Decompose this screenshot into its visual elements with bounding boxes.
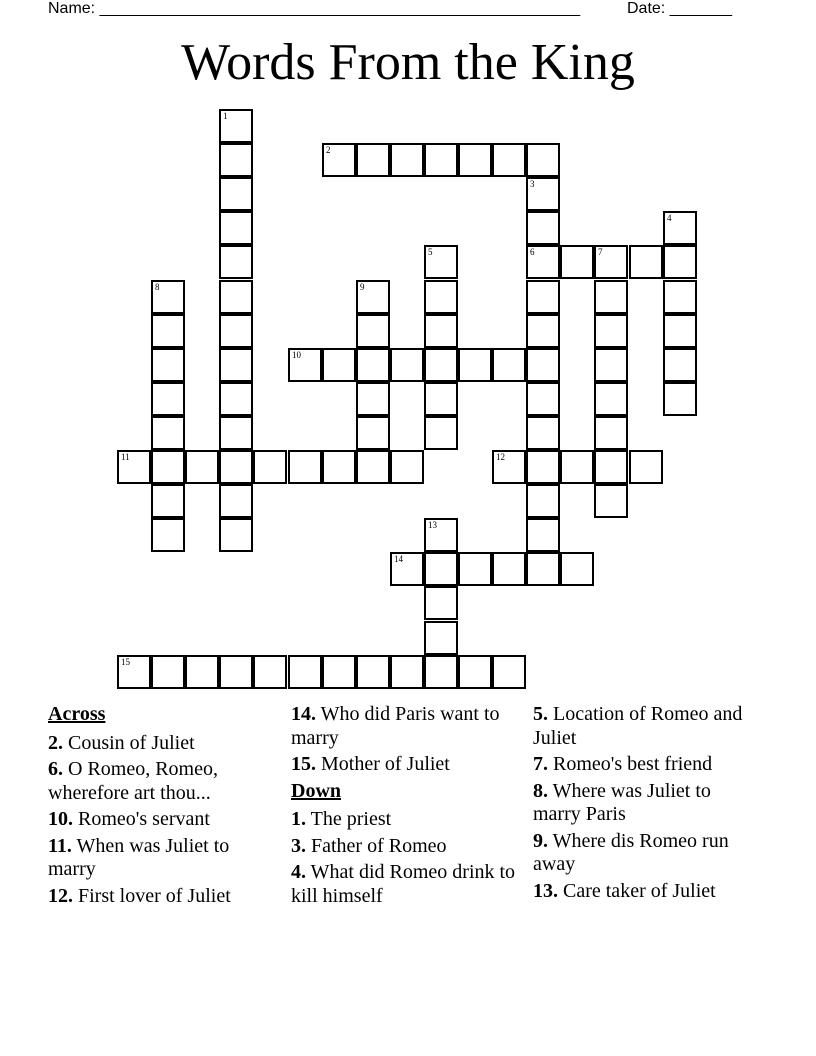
grid-cell[interactable] [424, 245, 458, 279]
grid-cell[interactable] [151, 655, 185, 689]
grid-cell[interactable] [390, 450, 424, 484]
grid-cell[interactable] [356, 450, 390, 484]
grid-cell[interactable] [594, 348, 628, 382]
grid-cell[interactable] [151, 484, 185, 518]
clue-number: 8 [155, 282, 160, 292]
grid-cell[interactable] [288, 450, 322, 484]
grid-cell[interactable] [356, 280, 390, 314]
clue-column-1 [48, 703, 273, 911]
grid-cell[interactable] [424, 552, 458, 586]
grid-cell[interactable] [219, 177, 253, 211]
grid-cell[interactable] [219, 484, 253, 518]
name-field-label: Name: ______________________________________________________ [48, 0, 581, 17]
grid-cell[interactable] [117, 450, 151, 484]
clue-column-3 [533, 703, 758, 906]
grid-cell[interactable] [663, 211, 697, 245]
grid-cell[interactable] [253, 450, 287, 484]
grid-cell[interactable] [424, 655, 458, 689]
grid-cell[interactable] [526, 450, 560, 484]
grid-cell[interactable] [151, 382, 185, 416]
grid-cell[interactable] [117, 655, 151, 689]
grid-cell[interactable] [526, 245, 560, 279]
clue-number: 15 [121, 657, 130, 667]
grid-cell[interactable] [663, 245, 697, 279]
grid-cell[interactable] [594, 450, 628, 484]
grid-cell[interactable] [356, 416, 390, 450]
clue-across-2: 2. Cousin of Juliet [48, 731, 195, 754]
grid-cell[interactable] [629, 245, 663, 279]
grid-cell[interactable] [356, 348, 390, 382]
clue-number: 1 [223, 111, 228, 121]
grid-cell[interactable] [185, 450, 219, 484]
clue-number: 7 [598, 247, 603, 257]
clue-across-12: 12. First lover of Juliet [48, 884, 231, 907]
across-heading: Across [48, 703, 106, 725]
grid-cell[interactable] [390, 552, 424, 586]
grid-cell[interactable] [151, 348, 185, 382]
clue-across-10: 10. Romeo's servant [48, 808, 210, 830]
grid-cell[interactable] [219, 280, 253, 314]
grid-cell[interactable] [526, 518, 560, 552]
clue-number: 3 [530, 179, 535, 189]
grid-cell[interactable] [424, 348, 458, 382]
grid-cell[interactable] [322, 348, 356, 382]
grid-cell[interactable] [526, 211, 560, 245]
clue-column-2 [291, 703, 516, 911]
grid-cell[interactable] [526, 348, 560, 382]
clue-number: 12 [496, 452, 505, 462]
grid-cell[interactable] [526, 143, 560, 177]
grid-cell[interactable] [185, 655, 219, 689]
grid-cell[interactable] [390, 348, 424, 382]
grid-cell[interactable] [629, 450, 663, 484]
grid-cell[interactable] [219, 382, 253, 416]
clue-number: 9 [360, 282, 365, 292]
grid-cell[interactable] [219, 143, 253, 177]
clue-down-5: 5. Location of Romeo and Juliet [533, 703, 743, 749]
grid-cell[interactable] [219, 450, 253, 484]
grid-cell[interactable] [663, 348, 697, 382]
grid-cell[interactable] [390, 143, 424, 177]
grid-cell[interactable] [151, 450, 185, 484]
clue-number: 11 [121, 452, 130, 462]
clue-number: 4 [667, 213, 672, 223]
clue-down-7: 7. Romeo's best friend [533, 753, 713, 775]
grid-cell[interactable] [424, 518, 458, 552]
clue-across-11: 11. When was Juliet to marry [48, 834, 230, 880]
grid-cell[interactable] [458, 348, 492, 382]
clue-across-15: 15. Mother of Juliet [291, 753, 450, 775]
grid-cell[interactable] [492, 450, 526, 484]
grid-cell[interactable] [219, 416, 253, 450]
grid-cell[interactable] [526, 416, 560, 450]
grid-cell[interactable] [594, 416, 628, 450]
grid-cell[interactable] [151, 416, 185, 450]
clue-number: 14 [394, 554, 403, 564]
puzzle-title: Words From the King [181, 34, 635, 91]
grid-cell[interactable] [492, 655, 526, 689]
clue-number: 2 [326, 145, 331, 155]
grid-cell[interactable] [356, 314, 390, 348]
grid-cell[interactable] [424, 621, 458, 655]
grid-cell[interactable] [151, 314, 185, 348]
grid-cell[interactable] [526, 484, 560, 518]
grid-cell[interactable] [458, 655, 492, 689]
grid-cell[interactable] [492, 348, 526, 382]
grid-cell[interactable] [492, 552, 526, 586]
clue-down-9: 9. Where dis Romeo run away [533, 829, 729, 875]
grid-cell[interactable] [424, 143, 458, 177]
grid-cell[interactable] [424, 382, 458, 416]
grid-cell[interactable] [356, 655, 390, 689]
grid-cell[interactable] [424, 416, 458, 450]
clue-number: 6 [530, 247, 535, 257]
grid-cell[interactable] [390, 655, 424, 689]
grid-cell[interactable] [594, 245, 628, 279]
grid-cell[interactable] [219, 518, 253, 552]
grid-cell[interactable] [458, 552, 492, 586]
grid-cell[interactable] [594, 314, 628, 348]
grid-cell[interactable] [288, 348, 322, 382]
grid-cell[interactable] [424, 314, 458, 348]
clue-number: 10 [292, 350, 301, 360]
grid-cell[interactable] [219, 211, 253, 245]
grid-cell[interactable] [526, 177, 560, 211]
grid-cell[interactable] [526, 314, 560, 348]
clue-across-6: 6. O Romeo, Romeo, wherefore art thou... [48, 758, 218, 804]
grid-cell[interactable] [151, 280, 185, 314]
down-heading: Down [291, 779, 342, 802]
grid-cell[interactable] [356, 382, 390, 416]
grid-cell[interactable] [253, 655, 287, 689]
grid-cell[interactable] [560, 450, 594, 484]
grid-cell[interactable] [492, 143, 526, 177]
grid-cell[interactable] [322, 143, 356, 177]
grid-cell[interactable] [219, 314, 253, 348]
grid-cell[interactable] [322, 655, 356, 689]
clue-down-1: 1. The priest [291, 808, 392, 830]
grid-cell[interactable] [322, 450, 356, 484]
grid-cell[interactable] [526, 382, 560, 416]
grid-cell[interactable] [424, 586, 458, 620]
grid-cell[interactable] [663, 382, 697, 416]
date-field-label: Date: _______ [627, 0, 732, 17]
grid-cell[interactable] [356, 143, 390, 177]
clue-down-8: 8. Where was Juliet to marry Paris [533, 779, 711, 825]
grid-cell[interactable] [219, 348, 253, 382]
grid-cell[interactable] [594, 382, 628, 416]
clue-down-4: 4. What did Romeo drink to kill himself [291, 861, 516, 907]
grid-cell[interactable] [219, 245, 253, 279]
grid-cell[interactable] [151, 518, 185, 552]
grid-cell[interactable] [560, 552, 594, 586]
grid-cell[interactable] [560, 245, 594, 279]
grid-cell[interactable] [526, 280, 560, 314]
grid-cell[interactable] [663, 280, 697, 314]
grid-cell[interactable] [594, 280, 628, 314]
clue-across-14: 14. Who did Paris want to marry [291, 703, 500, 749]
grid-cell[interactable] [458, 143, 492, 177]
grid-cell[interactable] [663, 314, 697, 348]
grid-cell[interactable] [219, 655, 253, 689]
grid-cell[interactable] [424, 280, 458, 314]
clue-number: 13 [428, 520, 437, 530]
grid-cell[interactable] [594, 484, 628, 518]
grid-cell[interactable] [526, 552, 560, 586]
clue-down-13: 13. Care taker of Juliet [533, 879, 716, 902]
grid-cell[interactable] [288, 655, 322, 689]
clue-number: 5 [428, 247, 433, 257]
clue-down-3: 3. Father of Romeo [291, 834, 447, 857]
grid-cell[interactable] [219, 109, 253, 143]
